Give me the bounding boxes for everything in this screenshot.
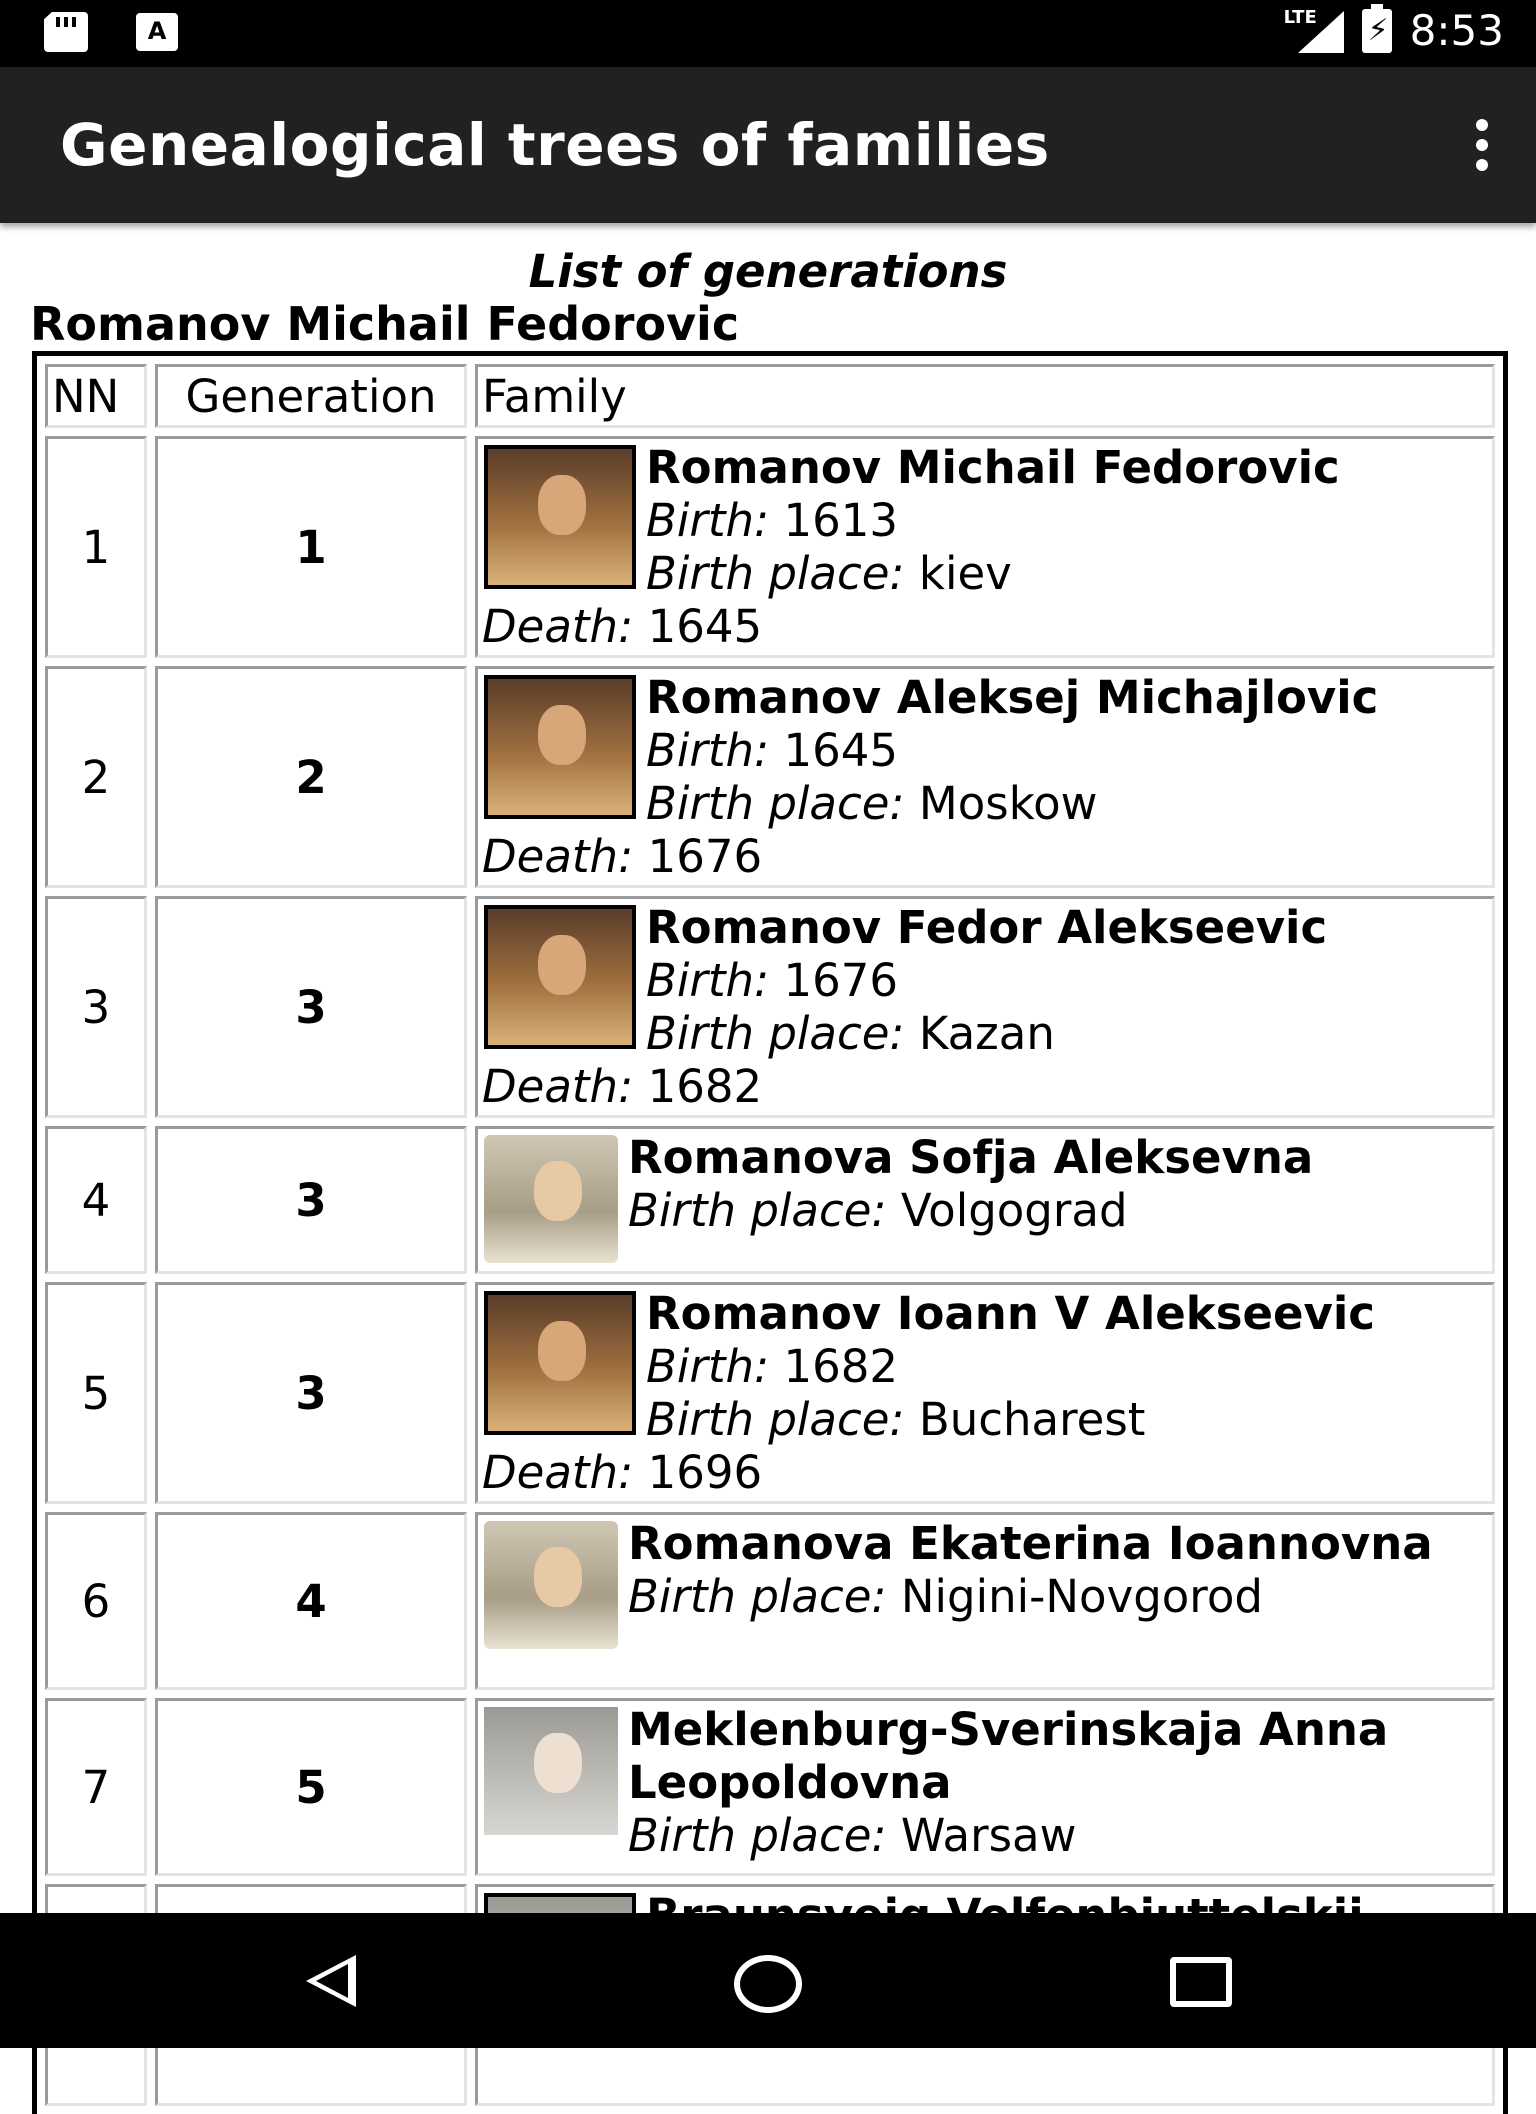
row-nn: 3 [45,896,147,1118]
row-nn: 5 [45,1282,147,1504]
person-name[interactable]: Romanov Fedor Alekseevic [646,901,1328,954]
back-icon[interactable] [306,1955,356,2007]
header-nn: NN [45,364,147,428]
content [0,223,1536,1913]
sd-card-icon [44,12,88,52]
row-nn: 6 [45,1512,147,1690]
birth-line: Birth: 1645 [646,724,899,777]
birth-place-line: Birth place: Bucharest [646,1393,1146,1446]
row-generation: 3 [155,1282,467,1504]
battery-charging-icon: ⚡ [1362,9,1392,53]
person-heading: Romanov Michail Fedorovic [30,297,740,351]
family-cell[interactable] [475,666,1495,888]
death-line: Death: 1696 [482,1446,763,1499]
row-nn: 7 [45,1698,147,1876]
death-line: Death: 1645 [482,600,763,653]
table-row[interactable] [45,1282,1495,1504]
app-bar [0,67,1536,223]
birth-place-line: Birth place: Volgograd [628,1184,1128,1237]
clock: 8:53 [1409,6,1504,55]
network-type-label: LTE [1283,6,1317,28]
header-family: Family [475,364,1495,428]
status-bar [0,0,1536,67]
row-nn: 4 [45,1126,147,1274]
table-row[interactable] [45,1126,1495,1274]
family-cell[interactable] [475,1282,1495,1504]
birth-place-line: Birth place: Warsaw [628,1809,1077,1862]
row-generation: 3 [155,896,467,1118]
portrait-image[interactable] [484,1135,618,1263]
page-heading: List of generations [528,245,1008,298]
birth-line: Birth: 1676 [646,954,899,1007]
portrait-image[interactable] [484,1291,636,1435]
portrait-image[interactable] [484,1521,618,1649]
portrait-image[interactable] [484,1707,618,1835]
row-generation: 4 [155,1512,467,1690]
row-generation: 1 [155,436,467,658]
keyboard-a-icon: A [136,13,178,51]
home-icon[interactable] [734,1955,802,2013]
birth-line: Birth: 1613 [646,494,899,547]
family-cell[interactable] [475,1512,1495,1690]
header-generation: Generation [155,364,467,428]
person-name[interactable]: Romanova Sofja Aleksevna [628,1131,1314,1184]
row-generation: 3 [155,1126,467,1274]
death-line: Death: 1682 [482,1060,763,1113]
table-row[interactable] [45,1698,1495,1876]
family-cell[interactable] [475,1698,1495,1876]
navigation-bar [0,1913,1536,2048]
birth-place-line: Birth place: Kazan [646,1007,1055,1060]
portrait-image[interactable] [484,905,636,1049]
table-row[interactable] [45,666,1495,888]
person-name[interactable]: Meklenburg-Sverinskaja Anna Leopoldovna [628,1703,1389,1809]
person-name[interactable]: Romanov Aleksej Michajlovic [646,671,1379,724]
row-nn: 1 [45,436,147,658]
portrait-image[interactable] [484,445,636,589]
table-header-row [45,364,1495,428]
person-name[interactable]: Romanova Ekaterina Ioannovna [628,1517,1433,1570]
table-row[interactable] [45,1512,1495,1690]
family-cell[interactable] [475,1126,1495,1274]
birth-place-line: Birth place: kiev [646,547,1012,600]
row-generation: 5 [155,1698,467,1876]
death-line: Death: 1676 [482,830,763,883]
generations-table [32,351,1508,2114]
row-generation: 2 [155,666,467,888]
recent-apps-icon[interactable] [1170,1957,1232,2007]
person-name[interactable]: Romanov Ioann V Alekseevic [646,1287,1375,1340]
birth-line: Birth: 1682 [646,1340,899,1393]
app-title: Genealogical trees of families [60,111,1050,179]
birth-place-line: Birth place: Nigini-Novgorod [628,1570,1263,1623]
portrait-image[interactable] [484,675,636,819]
table-row[interactable] [45,896,1495,1118]
table-row[interactable] [45,436,1495,658]
signal-icon [1284,7,1344,55]
row-nn: 2 [45,666,147,888]
birth-place-line: Birth place: Moskow [646,777,1098,830]
person-name[interactable]: Romanov Michail Fedorovic [646,441,1340,494]
overflow-menu-icon[interactable] [1460,115,1504,175]
family-cell[interactable] [475,436,1495,658]
family-cell[interactable] [475,896,1495,1118]
